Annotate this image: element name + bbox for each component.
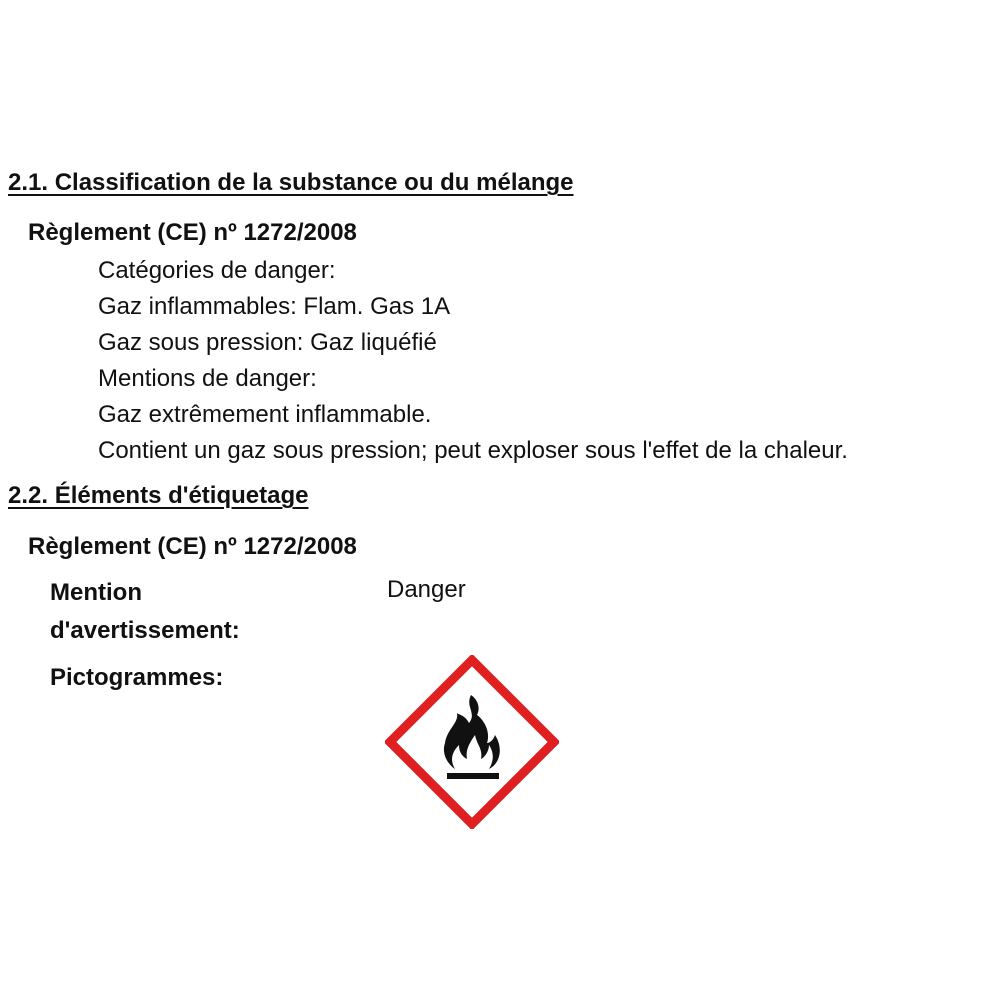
list-item: Gaz sous pression: Gaz liquéfié — [98, 329, 437, 356]
section-2-1-heading: 2.1. Classification de la substance ou du mélange — [8, 169, 574, 196]
list-item: Gaz inflammables: Flam. Gas 1A — [98, 293, 451, 320]
list-item: Gaz extrêmement inflammable. — [98, 401, 432, 428]
list-item: Catégories de danger: — [98, 257, 336, 284]
hazard-classification-list — [98, 253, 998, 469]
ghs-flame-pictogram — [385, 655, 559, 829]
pictograms-label: Pictogrammes: — [50, 664, 224, 691]
signal-word-label-line1: Mention — [50, 579, 142, 606]
section-2-2-regulation: Règlement (CE) nº 1272/2008 — [28, 533, 357, 560]
signal-word-label — [50, 574, 240, 650]
section-2-1-regulation: Règlement (CE) nº 1272/2008 — [28, 219, 357, 246]
list-item: Contient un gaz sous pression; peut exploser sous l'effet de la chaleur. — [98, 437, 848, 464]
signal-word-label-line2: d'avertissement: — [50, 617, 240, 644]
signal-word-value: Danger — [387, 576, 466, 603]
section-2-2-heading: 2.2. Éléments d'étiquetage — [8, 482, 309, 509]
flame-icon — [385, 655, 559, 829]
list-item: Mentions de danger: — [98, 365, 317, 392]
